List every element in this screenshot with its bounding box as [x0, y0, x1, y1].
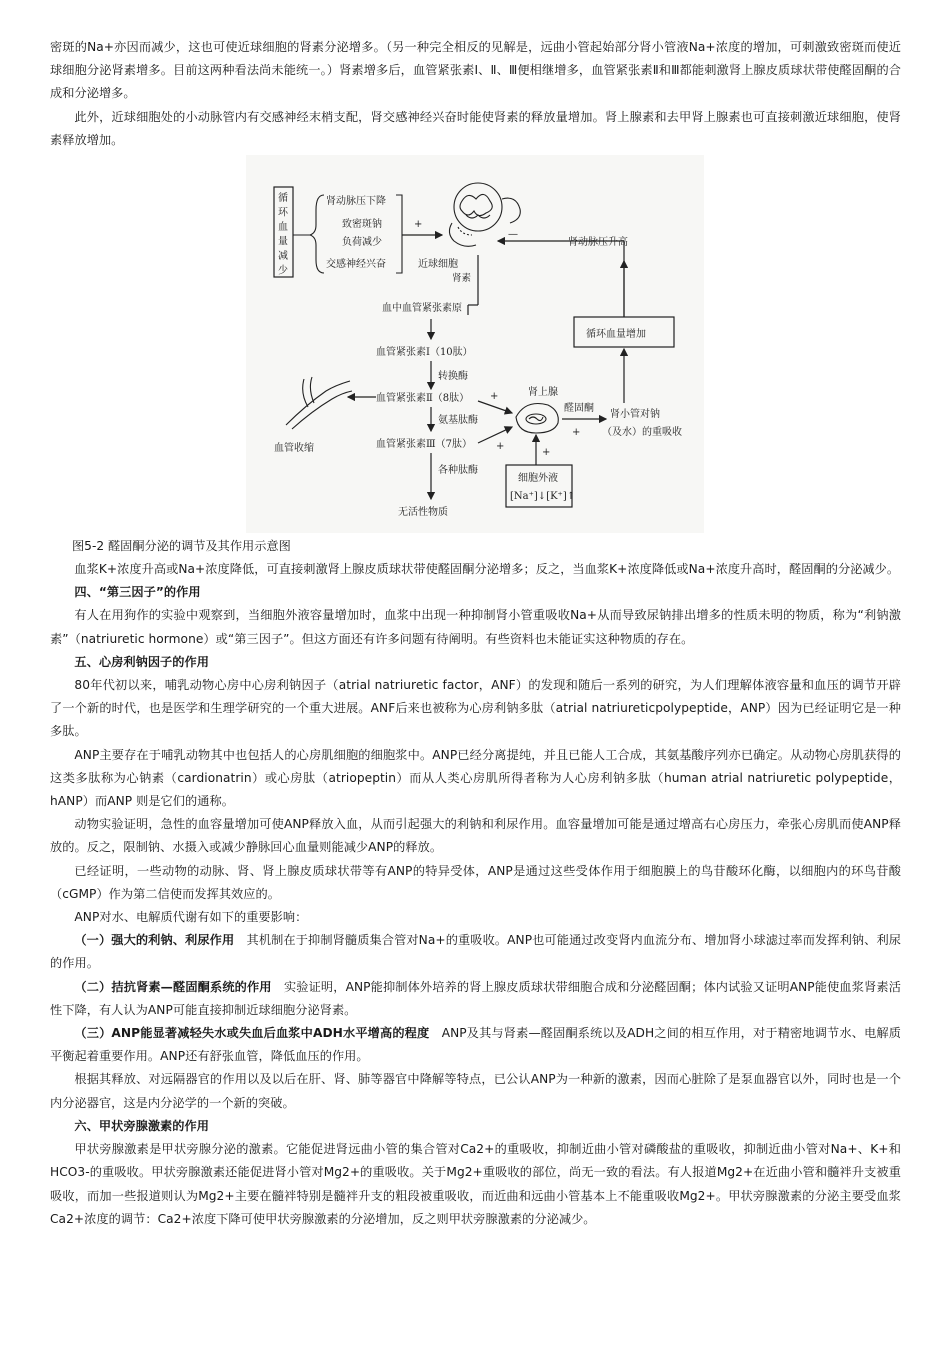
- lead-paragraph: [50, 1022, 901, 1068]
- figure-aldosterone-regulation: [246, 155, 704, 533]
- lead-heading: （三）ANP能显著减轻失水或失血后血浆中ADH水平增高的程度: [74, 1026, 430, 1041]
- label-box-left: 循环血量减少: [278, 193, 288, 277]
- label-angiotensinogen: 血中血管紧张素原: [382, 303, 462, 315]
- lead-paragraph: [50, 929, 901, 975]
- lead-body: ANP及其与肾素—醛固酮系统以及ADH之间的相互作用，对于精密地调节水、电解质平衡起着重要作用。ANP还有舒张血管，降低血压的作用。: [50, 1026, 901, 1064]
- adrenal-gland-icon: [516, 404, 558, 434]
- section-heading: 五、心房利钠因子的作用: [74, 654, 210, 669]
- label-aldosterone: 醛固酮: [564, 403, 594, 415]
- label-blood-volume-up: 循环血量增加: [586, 329, 646, 341]
- paragraph-top-2: 此外，近球细胞处的小动脉管内有交感神经末梢支配，肾交感神经兴奋时能使肾素的释放量增加。肾上腺素和去甲肾上腺素也可直接刺激近球细胞，使肾素释放增加。: [50, 109, 901, 147]
- label-peptidases: 各种肽酶: [438, 465, 478, 477]
- section-heading: 四、“第三因子”的作用: [74, 585, 201, 600]
- bracket-causes: [396, 195, 402, 273]
- arrow-ang3-adrenal: [478, 427, 512, 443]
- label-reabsorption-1: 肾小管对钠: [610, 409, 660, 421]
- plus-ecf: +: [542, 447, 551, 459]
- lead-body: 实验证明，ANP能抑制体外培养的肾上腺皮质球状带细胞合成和分泌醛固酮；体内试验又证明ANP能使血浆肾素活性下降，有人认为ANP可能直接抑制近球细胞分泌肾素。: [50, 979, 901, 1017]
- label-cause-3: 负荷减少: [342, 237, 382, 249]
- paragraph: ANP对水、电解质代谢有如下的重要影响：: [74, 910, 308, 925]
- paragraph: 根据其释放、对远隔器官的作用以及以后在肝、肾、肺等器官中降解等特点，已公认ANP为一种新的激素，因而心脏除了是泵血器官以外，同时也是一个内分泌器官，这是内分泌学的一个新的突破。: [50, 1072, 901, 1110]
- paragraph-top-1: 密斑的Na+亦因而减少，这也可使近球细胞的肾素分泌增多。（另一种完全相反的见解是，远曲小管起始部分肾小管液Na+浓度的增加，可刺激致密斑而使近球细胞分泌肾素增多。目前这两种看法尚未能统一。）肾素增多后，血管紧张素Ⅰ、Ⅱ、Ⅲ便相继增多，血管紧张素Ⅱ和Ⅲ都能刺激肾上腺皮质球状带使醛固酮的合成和分泌增多。: [50, 40, 901, 101]
- paragraph: 血浆K+浓度升高或Na+浓度降低，可直接刺激肾上腺皮质球状带使醛固酮分泌增多；反之，当血浆K+浓度降低或Na+浓度升高时，醛固酮的分泌减少。: [74, 562, 900, 577]
- section-heading: 六、甲状旁腺激素的作用: [74, 1118, 210, 1133]
- blood-vessel-icon: [286, 377, 352, 429]
- paragraph: 已经证明，一些动物的动脉、肾、肾上腺皮质球状带等有ANP的特异受体，ANP是通过这些受体作用于细胞膜上的鸟苷酸环化酶，以细胞内的环鸟苷酸（cGMP）作为第二信使而发挥其效应的。: [50, 863, 901, 901]
- label-ang2: 血管紧张素Ⅱ（8肽）: [376, 393, 470, 405]
- plus-top: +: [414, 219, 423, 231]
- label-ang1: 血管紧张素Ⅰ（10肽）: [376, 347, 473, 359]
- body-text: [50, 558, 901, 1231]
- label-ecf-2: [Na⁺]↓[K⁺]↑: [510, 491, 576, 503]
- lead-heading: （一）强大的利钠、利尿作用: [74, 933, 235, 948]
- lead-paragraph: [50, 976, 901, 1022]
- document-page: [50, 36, 901, 1231]
- arrow-ang2-adrenal: [478, 401, 512, 413]
- paragraph: 80年代初以来，哺乳动物心房中心房利钠因子（atrial natriuretic factor，ANF）的发现和随后一系列的研究，为人们理解体液容量和血压的调节开辟了一个新的时代，也是医学和生理学研究的一个重大进展。ANF后来也被称为心房利钠多肽（atrial natriureticpolypeptide，ANP）因为已经证明它是一种多肽。: [50, 678, 901, 739]
- paragraph: 有人在用狗作的实验中观察到，当细胞外液容量增加时，血浆中出现一种抑制肾小管重吸收Na+从而导致尿钠排出增多的性质未明的物质，称为“利钠激素”（natriuretic hormone）或“第三因子”。但这方面还有许多问题有待阐明。有些资料也未能证实这种物质的存在。: [50, 608, 901, 646]
- diagram-svg: [246, 155, 704, 533]
- lead-body: 其机制在于抑制肾髓质集合管对Na+的重吸收。ANP也可能通过改变肾内血流分布、增加肾小球滤过率而发挥利钠、利尿的作用。: [50, 933, 901, 971]
- label-converting-enzyme: 转换酶: [438, 371, 468, 383]
- label-cause-4: 交感神经兴奋: [326, 259, 386, 271]
- figure-caption: 图5-2 醛固酮分泌的调节及其作用示意图: [72, 539, 291, 554]
- label-cause-1: 肾动脉压下降: [326, 196, 386, 208]
- label-ecf-1: 细胞外液: [518, 473, 558, 485]
- paragraph: 动物实验证明，急性的血容量增加可使ANP释放入血，从而引起强大的利钠和利尿作用。血容量增加可能是通过增高右心房压力，牵张心房肌而使ANP释放的。反之，限制钠、水摄入或减少静脉回心血量则能减少ANP的释放。: [50, 817, 901, 855]
- paragraph: 甲状旁腺激素是甲状旁腺分泌的激素。它能促进肾远曲小管的集合管对Ca2+的重吸收，抑制近曲小管对磷酸盐的重吸收，抑制近曲小管对Na+、K+和HCO3-的重吸收。甲状旁腺激素还能促进肾小管对Mg2+的重吸收。关于Mg2+重吸收的部位，尚无一致的看法。有人报道Mg2+在近曲小管和髓袢升支被重吸收，而加一些报道则认为Mg2+主要在髓袢特别是髓袢升支的粗段被重吸收，而近曲和远曲小管基本上不能重吸收Mg2+。甲状旁腺激素的分泌主要受血浆Ca2+浓度的调节：Ca2+浓度下降可使甲状旁腺激素的分泌增加，反之则甲状旁腺激素的分泌减少。: [50, 1142, 901, 1226]
- plus-ald: +: [572, 427, 581, 439]
- label-vasoconstriction: 血管收缩: [274, 443, 314, 455]
- label-renal-pressure-up: 肾动脉压升高: [568, 237, 628, 249]
- label-adrenal: 肾上腺: [528, 387, 558, 399]
- label-jg-cell: 近球细胞: [418, 259, 458, 271]
- label-aminopeptidase: 氨基肽酶: [438, 415, 478, 427]
- label-inactive: 无活性物质: [398, 507, 448, 519]
- paragraph: ANP主要存在于哺乳动物其中也包括人的心房肌细胞的细胞浆中。ANP已经分离提纯，并且已能人工合成，其氨基酸序列亦已确定。从动物心房肌获得的这类多肽称为心钠素（cardionatrin）或心房肽（atriopeptin）而从人类心房肌所得者称为人心房利钠多肽（human atrial natriuretic polypeptide，hANP）而ANP 则是它们的通称。: [50, 747, 901, 809]
- brace-causes: [310, 195, 324, 273]
- label-cause-2: 致密斑钠: [342, 219, 382, 231]
- label-renin: 肾素: [452, 273, 472, 285]
- minus-top: —: [508, 229, 518, 241]
- label-reabsorption-2: （及水）的重吸收: [602, 427, 682, 439]
- lead-heading: （二）拮抗肾素—醛固酮系统的作用: [74, 979, 272, 994]
- plus-ang2: +: [490, 391, 499, 403]
- plus-ang3: +: [496, 441, 505, 453]
- label-ang3: 血管紧张素Ⅲ（7肽）: [376, 439, 473, 451]
